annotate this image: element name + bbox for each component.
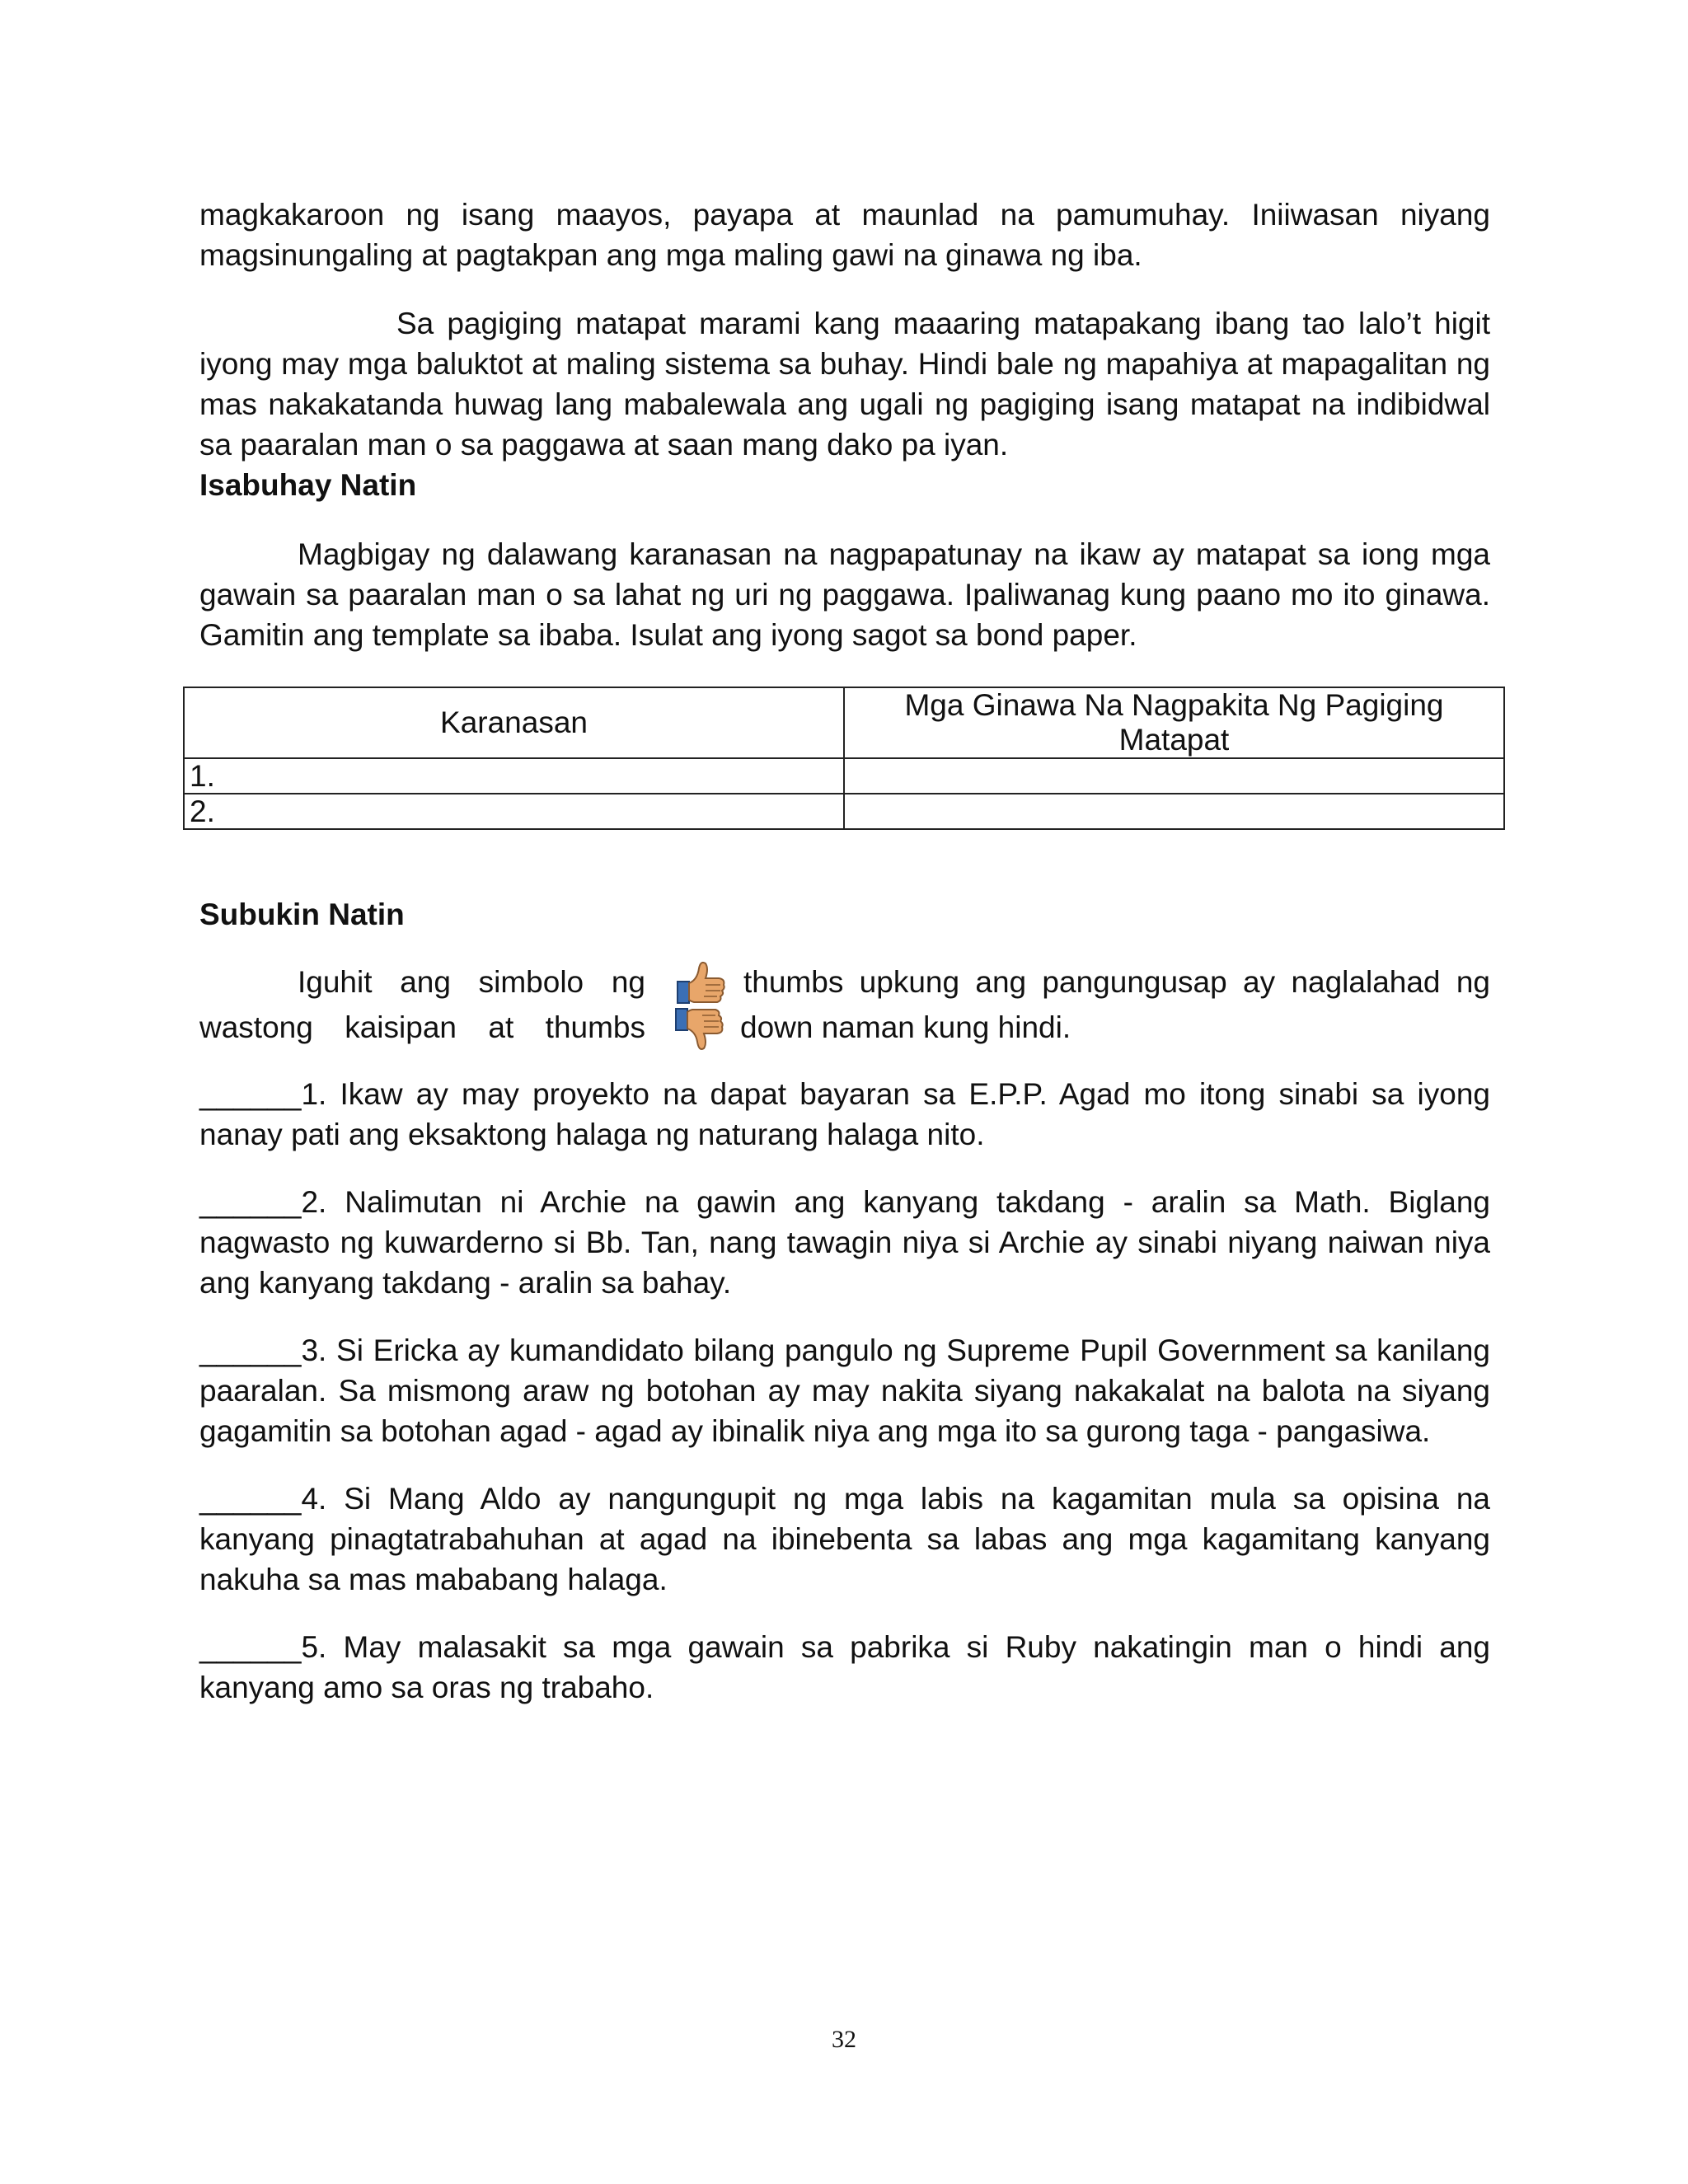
quiz-item-3: ______3. Si Ericka ay kumandidato bilang pangulo ng Supreme Pupil Government sa kanilang paaralan. Sa mismong araw ng botohan ay may nakita siyang nakakalat na balota na siyang gagamitin sa botohan agad - agad ay ibinalik niya ang mga ito sa gurong taga - pangasiwa. xyxy=(199,1333,1490,1448)
table-cell-number: 1. xyxy=(184,758,844,794)
paragraph-2: Sa pagiging matapat marami kang maaaring matapakang ibang tao lalo’t higit iyong may mga baluktot at maling sistema sa buhay. Hindi bale ng mapahiya at mapagalitan ng mas nakakatanda huwag lang mabalewala ang ugali ng pagiging isang matapat na indibidwal sa paaralan man o sa paggawa at saan mang dako pa iyan. xyxy=(199,307,1490,462)
table-cell-number: 2. xyxy=(184,794,844,829)
table-header-ginawa: Mga Ginawa Na Nagpakita Ng Pagiging Matapat xyxy=(844,687,1504,758)
quiz-item-4: ______4. Si Mang Aldo ay nangungupit ng mga labis na kagamitan mula sa opisina na kanyang pinagtatrabahuhan at agad na ibinebenta sa labas ang mga kagamitang kanyang nakuha sa mas mababang halaga. xyxy=(199,1482,1490,1596)
table-cell-empty xyxy=(844,794,1504,829)
quiz-item-2: ______2. Nalimutan ni Archie na gawin ang kanyang takdang - aralin sa Math. Biglang nagwasto ng kuwarderno si Bb. Tan, nang tawagin niya si Archie ay sinabi niyang naiwan niya ang kanyang takdang - aralin sa bahay. xyxy=(199,1185,1490,1300)
instruction-line-1 xyxy=(199,962,1490,1007)
instruction-line-1-right: thumbs upkung ang pangungusap ay naglalahad ng xyxy=(743,965,1490,999)
table-cell-empty xyxy=(844,758,1504,794)
page-content xyxy=(190,194,1490,1708)
paragraph-1-line-1: magkakaroon ng isang maayos, payapa at maunlad na pamumuhay. Iniiwasan niyang xyxy=(199,198,1490,232)
quiz-item-1: ______1. Ikaw ay may proyekto na dapat bayaran sa E.P.P. Agad mo itong sinabi sa iyong nanay pati ang eksaktong halaga ng naturang halaga nito. xyxy=(199,1077,1490,1151)
instruction-line-2-left: wastong kaisipan at thumbs xyxy=(199,1010,645,1044)
table-row xyxy=(184,758,1504,794)
paragraph-1-line-2: magsinungaling at pagtakpan ang mga maling gawi na ginawa ng iba. xyxy=(199,238,1142,272)
instruction-line-1-left: Iguhit ang simbolo ng xyxy=(298,965,645,999)
thumbs-down-icon xyxy=(669,1004,729,1055)
section-heading-subukin: Subukin Natin xyxy=(199,898,405,931)
table-header-row xyxy=(184,687,1504,758)
table-row xyxy=(184,794,1504,829)
page-number: 32 xyxy=(832,2026,856,2053)
isabuhay-instruction: Magbigay ng dalawang karanasan na nagpapatunay na ikaw ay matapat sa iong mga gawain sa paaralan man o sa lahat ng uri ng paggawa. Ipaliwanag kung paano mo ito ginawa. Gamitin ang template sa ibaba. Isulat ang iyong sagot sa bond paper. xyxy=(199,537,1490,652)
experience-table xyxy=(183,687,1505,830)
thumbs-up-icon xyxy=(669,957,729,1008)
instruction-line-2-right: down naman kung hindi. xyxy=(740,1010,1071,1044)
instruction-line-2 xyxy=(199,1007,1490,1052)
section-heading-isabuhay: Isabuhay Natin xyxy=(199,468,417,502)
quiz-item-5: ______5. May malasakit sa mga gawain sa pabrika si Ruby nakatingin man o hindi ang kanyang amo sa oras ng trabaho. xyxy=(199,1630,1490,1704)
table-header-karanasan: Karanasan xyxy=(184,687,844,758)
